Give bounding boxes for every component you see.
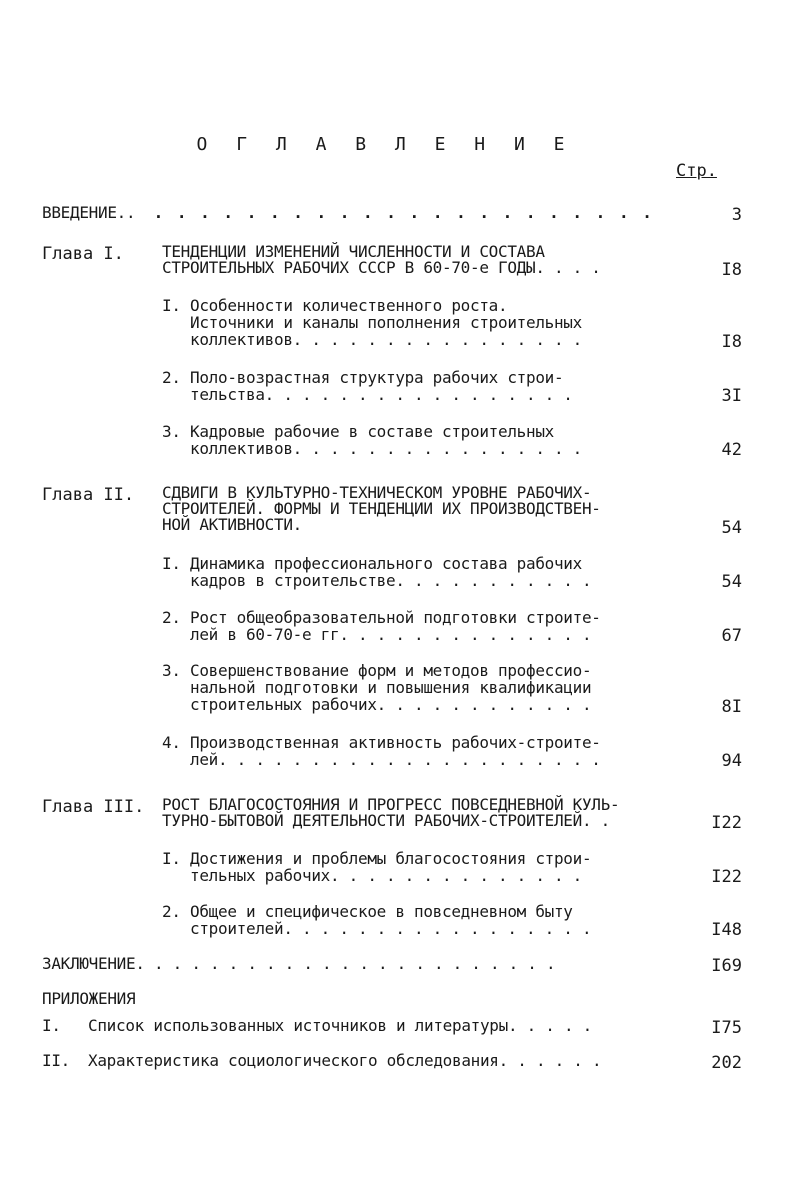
- section-line: коллективов. . . . . . . . . . . . . . . .: [162, 330, 582, 349]
- chapter-title-line: СДВИГИ В КУЛЬТУРНО-ТЕХНИЧЕСКОМ УРОВНЕ РАБОЧИХ-: [162, 483, 592, 502]
- section-line: тельных рабочих. . . . . . . . . . . . . .: [162, 866, 582, 885]
- page-number: I22: [711, 867, 742, 887]
- page-number: 3: [731, 205, 742, 225]
- page-number: I69: [711, 956, 742, 976]
- section-line: 3. Совершенствование форм и методов профессио-: [162, 661, 592, 680]
- section-line: Источники и каналы пополнения строительных: [162, 313, 582, 332]
- section-line: 2. Поло-возрастная структура рабочих строи-: [162, 368, 564, 387]
- page-title: О Г Л А В Л Е Н И Е: [196, 134, 574, 155]
- appendix-number: I.: [42, 1016, 61, 1035]
- section-line: I. Особенности количественного роста.: [162, 296, 508, 315]
- section-line: 2. Рост общеобразовательной подготовки строите-: [162, 608, 601, 627]
- page-number: 54: [721, 572, 742, 592]
- section-line: коллективов. . . . . . . . . . . . . . . .: [162, 439, 582, 458]
- page-number: 54: [721, 518, 742, 538]
- entry-title: ЗАКЛЮЧЕНИЕ. . . . . . . . . . . . . . . . . . . . . . .: [42, 954, 556, 973]
- chapter-label: Глава III.: [42, 797, 145, 817]
- page-number: 94: [721, 751, 742, 771]
- section-line: тельства. . . . . . . . . . . . . . . . .: [162, 385, 573, 404]
- section-line: строительных рабочих. . . . . . . . . . . .: [162, 695, 592, 714]
- appendix-title: ПРИЛОЖЕНИЯ: [42, 989, 136, 1008]
- section-line: строителей. . . . . . . . . . . . . . . . .: [162, 919, 592, 938]
- section-line: кадров в строительстве. . . . . . . . . . .: [162, 571, 592, 590]
- chapter-title-line: СТРОИТЕЛЕЙ. ФОРМЫ И ТЕНДЕНЦИИ ИХ ПРОИЗВОДСТВЕН-: [162, 499, 601, 518]
- section-line: 2. Общее и специфическое в повседневном быту: [162, 902, 573, 921]
- page-number: I8: [721, 332, 742, 352]
- page-number: I75: [711, 1018, 742, 1038]
- appendix-number: II.: [42, 1051, 70, 1070]
- section-line: 3. Кадровые рабочие в составе строительных: [162, 422, 554, 441]
- chapter-title-line: ТЕНДЕНЦИИ ИЗМЕНЕНИЙ ЧИСЛЕННОСТИ И СОСТАВА: [162, 242, 545, 261]
- page-number: I8: [721, 260, 742, 280]
- page-number: I48: [711, 920, 742, 940]
- entry-title: ВВЕДЕНИЕ..: [42, 203, 136, 222]
- section-line: нальной подготовки и повышения квалификации: [162, 678, 592, 697]
- chapter-title-line: ТУРНО-БЫТОВОЙ ДЕЯТЕЛЬНОСТИ РАБОЧИХ-СТРОИТЕЛЕЙ. .: [162, 811, 610, 830]
- section-line: лей. . . . . . . . . . . . . . . . . . . . .: [162, 750, 601, 769]
- section-line: лей в 60-70-е гг. . . . . . . . . . . . . .: [162, 625, 592, 644]
- section-line: 4. Производственная активность рабочих-строите-: [162, 733, 601, 752]
- page-number: I22: [711, 813, 742, 833]
- appendix-text: Характеристика социологического обследования. . . . . .: [88, 1051, 602, 1070]
- chapter-title-line: СТРОИТЕЛЬНЫХ РАБОЧИХ СССР В 60-70-е ГОДЫ. . . .: [162, 258, 601, 277]
- section-line: I. Достижения и проблемы благосостояния строи-: [162, 849, 592, 868]
- section-line: I. Динамика профессионального состава рабочих: [162, 554, 582, 573]
- chapter-label: Глава II.: [42, 485, 135, 505]
- page-number: 202: [711, 1053, 742, 1073]
- leader-dots: . . . . . . . . . . . . . . . . . . . . . .: [142, 203, 654, 222]
- page-number: 42: [721, 440, 742, 460]
- page-number: 3I: [721, 386, 742, 406]
- chapter-label: Глава I.: [42, 244, 124, 264]
- chapter-title-line: НОЙ АКТИВНОСТИ.: [162, 515, 302, 534]
- page-number: 8I: [721, 697, 742, 717]
- appendix-text: Список использованных источников и литературы. . . . .: [88, 1016, 592, 1035]
- page-column-header: Стр.: [676, 161, 717, 181]
- page-number: 67: [721, 626, 742, 646]
- chapter-title-line: РОСТ БЛАГОСОСТОЯНИЯ И ПРОГРЕСС ПОВСЕДНЕВНОЙ КУЛЬ-: [162, 795, 620, 814]
